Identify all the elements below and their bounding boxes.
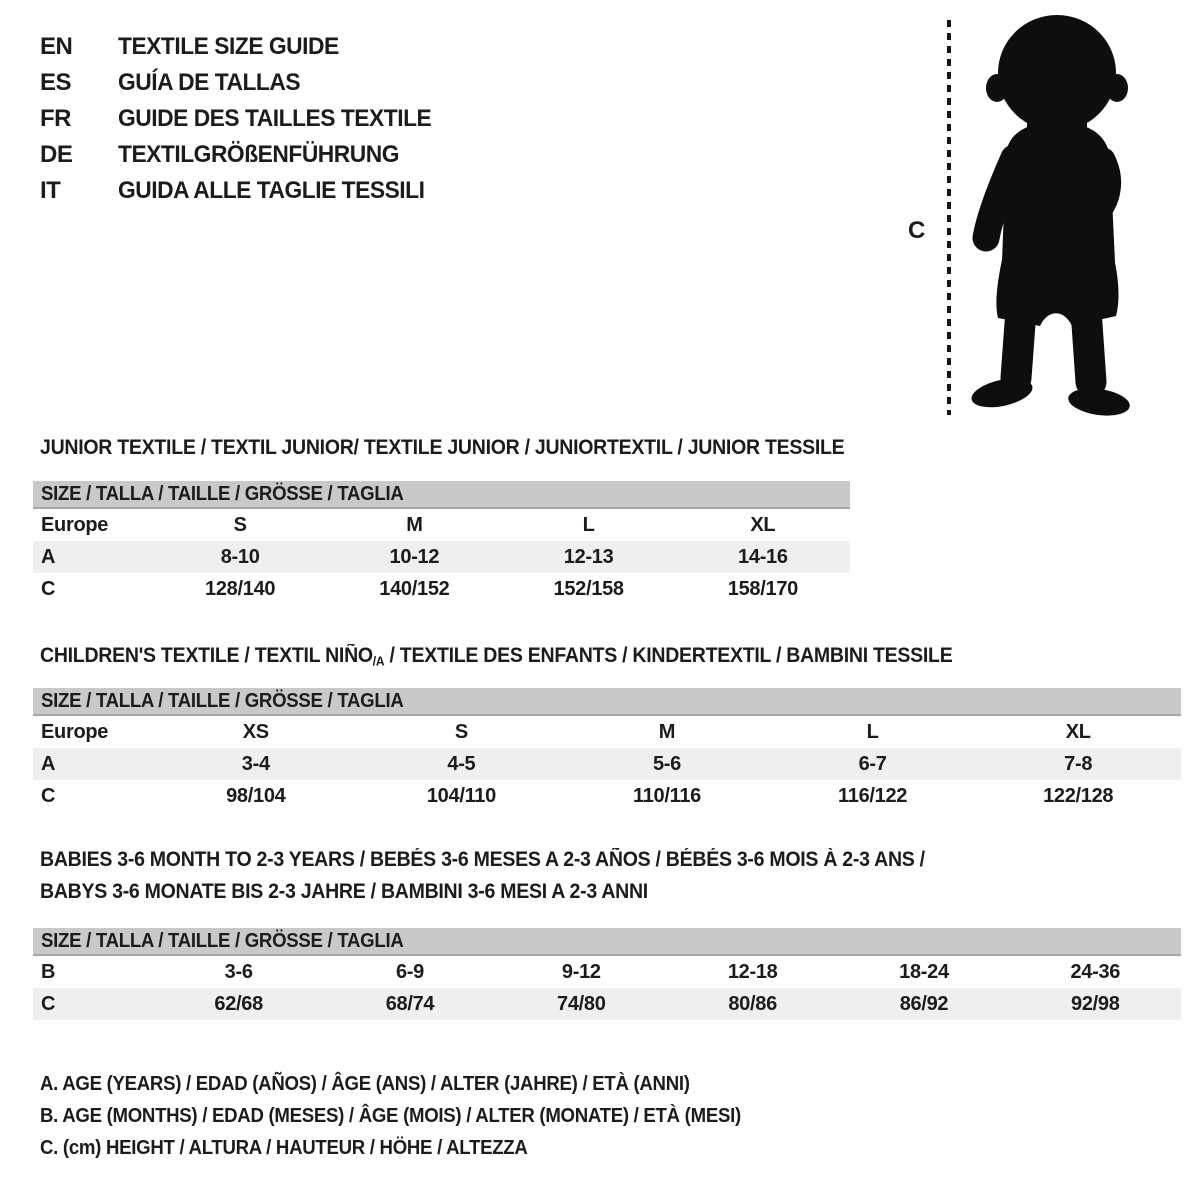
- age-cell: 12-18: [727, 960, 778, 983]
- size-cell: L: [866, 720, 879, 743]
- height-cell: 62/68: [214, 992, 263, 1015]
- language-code: DE: [40, 141, 73, 168]
- language-row: [40, 29, 448, 65]
- age-cell: 5-6: [652, 752, 681, 775]
- height-cell: 140/152: [379, 577, 450, 600]
- height-cell: 116/122: [838, 784, 908, 807]
- babies-size-table: [33, 928, 1181, 1020]
- height-cell: 128/140: [205, 577, 276, 600]
- row-label: A: [41, 545, 56, 568]
- children-title-post: / TEXTILE DES ENFANTS / KINDERTEXTIL / BAMBINI TESSILE: [384, 644, 953, 667]
- legend-text: A. AGE (YEARS) / EDAD (AÑOS) / ÂGE (ANS) / ALTER (JAHRE) / ETÀ (ANNI): [40, 1072, 690, 1095]
- row-label: B: [41, 960, 56, 983]
- table-row: [33, 780, 1181, 812]
- height-cell: 110/116: [632, 784, 701, 807]
- size-cell: XL: [750, 513, 776, 536]
- size-cell: M: [658, 720, 676, 743]
- row-label: C: [41, 992, 56, 1015]
- height-cell: 92/98: [1071, 992, 1120, 1015]
- height-cell: 104/110: [426, 784, 496, 807]
- language-code: ES: [40, 69, 72, 96]
- height-cell: 122/128: [1043, 784, 1114, 807]
- size-cell: M: [406, 513, 423, 536]
- language-code: IT: [40, 177, 61, 204]
- table-row: [33, 748, 1181, 780]
- size-header-bar: [33, 928, 1181, 956]
- children-title-pre: CHILDREN'S TEXTILE / TEXTIL NIÑO: [40, 644, 373, 667]
- height-cell: 80/86: [728, 992, 777, 1015]
- language-row: [40, 173, 448, 209]
- age-cell: 6-9: [395, 960, 424, 983]
- junior-size-table: [33, 481, 850, 605]
- table-row: [33, 573, 850, 605]
- age-cell: 18-24: [899, 960, 949, 983]
- language-row: [40, 101, 448, 137]
- height-measure-dashed-line: [947, 20, 951, 415]
- table-row: [33, 956, 1181, 988]
- legend: [40, 1068, 794, 1164]
- language-code: EN: [40, 33, 73, 60]
- size-cell: S: [454, 720, 468, 743]
- height-cell: 98/104: [226, 784, 286, 807]
- junior-section-title: JUNIOR TEXTILE / TEXTIL JUNIOR/ TEXTILE JUNIOR / JUNIORTEXTIL / JUNIOR TESSILE: [40, 436, 845, 459]
- height-cell: 158/170: [727, 577, 798, 600]
- height-cell: 74/80: [557, 992, 606, 1015]
- height-measure-label: C: [908, 217, 926, 244]
- language-row: [40, 65, 448, 101]
- size-header-bar: [33, 688, 1181, 716]
- language-label: TEXTILE SIZE GUIDE: [118, 33, 339, 60]
- size-header-label: SIZE / TALLA / TAILLE / GRÖSSE / TAGLIA: [41, 689, 404, 712]
- size-cell: L: [582, 513, 595, 536]
- children-title-sub: /A: [372, 653, 385, 669]
- legend-text: C. (cm) HEIGHT / ALTURA / HAUTEUR / HÖHE / ALTEZZA: [40, 1136, 528, 1159]
- height-cell: 86/92: [899, 992, 949, 1015]
- size-header-bar: [33, 481, 850, 509]
- legend-text: B. AGE (MONTHS) / EDAD (MESES) / ÂGE (MOIS) / ALTER (MONATE) / ETÀ (MESI): [40, 1104, 741, 1127]
- age-cell: 10-12: [389, 545, 440, 568]
- age-cell: 9-12: [561, 960, 601, 983]
- age-cell: 12-13: [563, 545, 614, 568]
- row-label: C: [41, 784, 56, 807]
- row-label: C: [41, 577, 56, 600]
- language-label: GUIDA ALLE TAGLIE TESSILI: [118, 177, 425, 204]
- table-row: [33, 541, 850, 573]
- legend-line-a: [40, 1068, 794, 1100]
- children-section-title: [40, 644, 952, 668]
- babies-section-title-line2: BABYS 3-6 MONATE BIS 2-3 JAHRE / BAMBINI 3-6 MESI A 2-3 ANNI: [40, 880, 648, 903]
- age-cell: 6-7: [858, 752, 887, 775]
- language-code: FR: [40, 105, 71, 132]
- language-label: GUIDE DES TAILLES TEXTILE: [118, 105, 432, 132]
- legend-line-c: [40, 1132, 794, 1164]
- row-label: Europe: [41, 513, 109, 536]
- language-label: GUÍA DE TALLAS: [118, 69, 301, 96]
- table-row: [33, 988, 1181, 1020]
- babies-section-title-line1: BABIES 3-6 MONTH TO 2-3 YEARS / BEBÉS 3-6 MESES A 2-3 AÑOS / BÉBÉS 3-6 MOIS À 2-3 ANS /: [40, 848, 925, 871]
- age-cell: 8-10: [220, 545, 260, 568]
- age-cell: 3-4: [241, 752, 270, 775]
- size-cell: S: [233, 513, 247, 536]
- age-cell: 14-16: [738, 545, 788, 568]
- age-cell: 7-8: [1064, 752, 1093, 775]
- children-size-table: [33, 688, 1181, 812]
- language-row: [40, 137, 448, 173]
- toddler-silhouette-image: [960, 10, 1168, 420]
- table-row: [33, 509, 850, 541]
- age-cell: 4-5: [447, 752, 476, 775]
- size-cell: XL: [1065, 720, 1091, 743]
- language-label: TEXTILGRÖßENFÜHRUNG: [118, 141, 400, 168]
- table-row: [33, 716, 1181, 748]
- legend-line-b: [40, 1100, 794, 1132]
- height-cell: 68/74: [385, 992, 435, 1015]
- size-header-label: SIZE / TALLA / TAILLE / GRÖSSE / TAGLIA: [41, 929, 404, 952]
- row-label: Europe: [41, 720, 109, 743]
- age-cell: 24-36: [1070, 960, 1121, 983]
- row-label: A: [41, 752, 56, 775]
- height-cell: 152/158: [553, 577, 624, 600]
- language-title-list: [40, 29, 448, 209]
- age-cell: 3-6: [224, 960, 253, 983]
- size-header-label: SIZE / TALLA / TAILLE / GRÖSSE / TAGLIA: [41, 482, 404, 505]
- size-cell: XS: [242, 720, 269, 743]
